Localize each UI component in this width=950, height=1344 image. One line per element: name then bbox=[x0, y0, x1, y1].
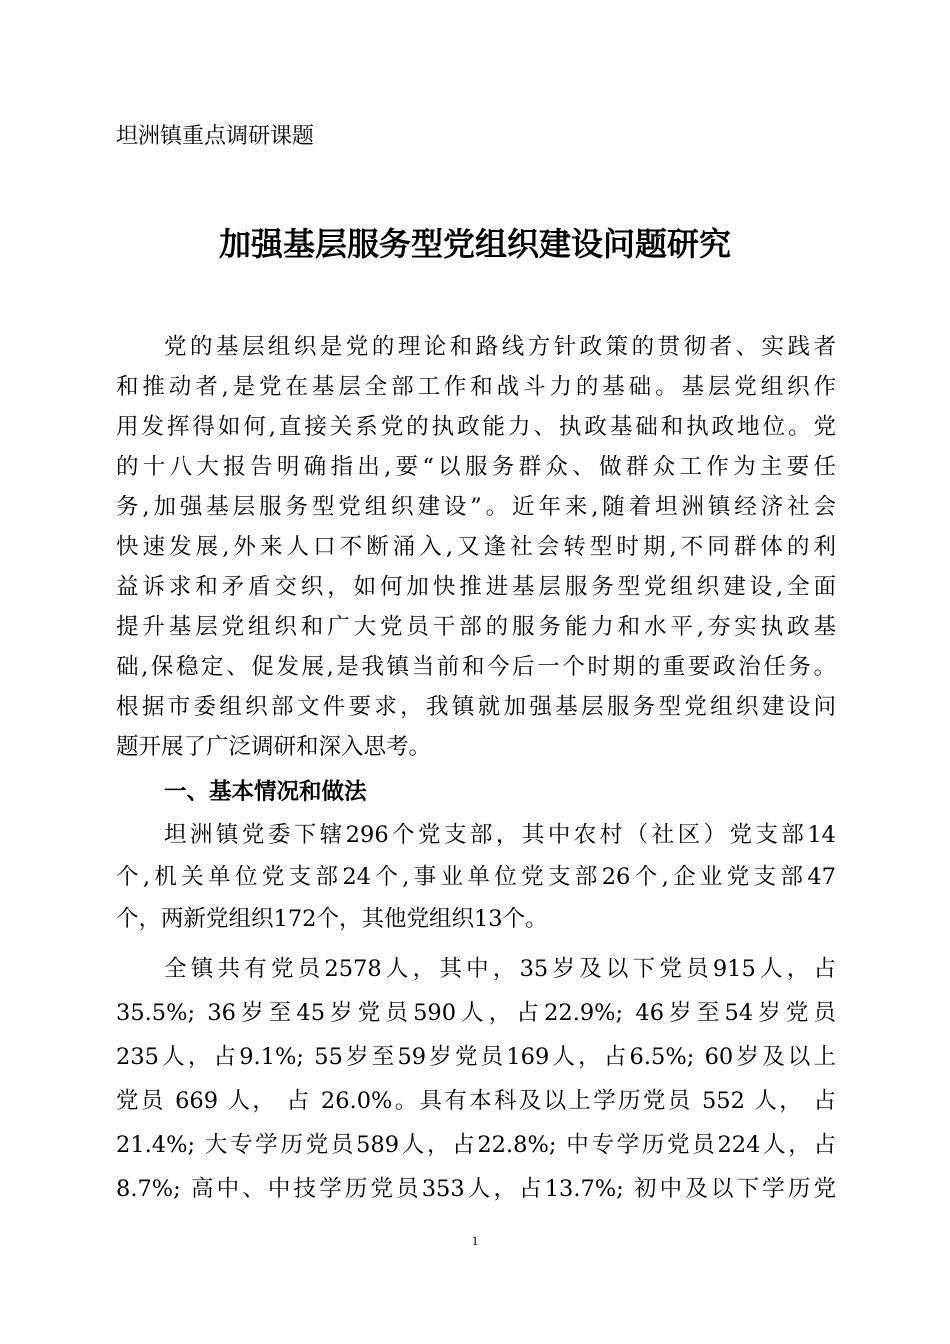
paragraph-line: 的十八大报告明确指出,要“以服务群众、做群众工作为主要任 bbox=[116, 454, 836, 480]
paragraph-line: 个，两新党组织172个，其他党组织13个。 bbox=[116, 906, 548, 932]
paragraph-line: 益诉求和矛盾交织，如何加快推进基层服务型党组织建设,全面 bbox=[116, 574, 836, 600]
paragraph-line: 党员 669 人， 占 26.0%。具有本科及以上学历党员 552 人， 占 bbox=[116, 1088, 836, 1114]
paragraph-line: 务,加强基层服务型党组织建设”。近年来,随着坦洲镇经济社会 bbox=[116, 494, 836, 520]
paragraph-line: 础,保稳定、促发展,是我镇当前和今后一个时期的重要政治任务。 bbox=[116, 654, 836, 680]
paragraph-line: 党的基层组织是党的理论和路线方针政策的贯彻者、实践者 bbox=[164, 334, 836, 360]
paragraph-line: 和推动者,是党在基层全部工作和战斗力的基础。基层党组织作 bbox=[116, 374, 836, 400]
document-header-label: 坦洲镇重点调研课题 bbox=[116, 124, 315, 149]
paragraph-line: 根据市委组织部文件要求，我镇就加强基层服务型党组织建设问 bbox=[116, 694, 836, 720]
paragraph-line: 个,机关单位党支部24个,事业单位党支部26个,企业党支部47 bbox=[116, 864, 836, 890]
document-title: 加强基层服务型党组织建设问题研究 bbox=[218, 225, 731, 263]
paragraph-line: 快速发展,外来人口不断涌入,又逢社会转型时期,不同群体的利 bbox=[116, 534, 836, 560]
paragraph-line: 提升基层党组织和广大党员干部的服务能力和水平,夯实执政基 bbox=[116, 614, 836, 640]
paragraph-line: 题开展了广泛调研和深入思考。 bbox=[116, 734, 432, 760]
paragraph-line: 35.5%; 36岁至45岁党员590人，占22.9%; 46岁至54岁党员 bbox=[116, 1000, 836, 1026]
paragraph-line: 8.7%; 高中、中技学历党员353人，占13.7%; 初中及以下学历党 bbox=[116, 1176, 836, 1202]
page-number: 1 bbox=[471, 1233, 479, 1248]
section-heading: 一、基本情况和做法 bbox=[164, 779, 367, 805]
paragraph-line: 坦洲镇党委下辖296个党支部，其中农村（社区）党支部14 bbox=[164, 822, 836, 848]
paragraph-line: 全镇共有党员2578人，其中，35岁及以下党员915人，占 bbox=[164, 956, 836, 982]
paragraph-line: 用发挥得如何,直接关系党的执政能力、执政基础和执政地位。党 bbox=[116, 414, 836, 440]
paragraph-line: 21.4%; 大专学历党员589人，占22.8%; 中专学历党员224人，占 bbox=[116, 1132, 836, 1158]
paragraph-line: 235人，占9.1%; 55岁至59岁党员169人，占6.5%; 60岁及以上 bbox=[116, 1044, 836, 1070]
